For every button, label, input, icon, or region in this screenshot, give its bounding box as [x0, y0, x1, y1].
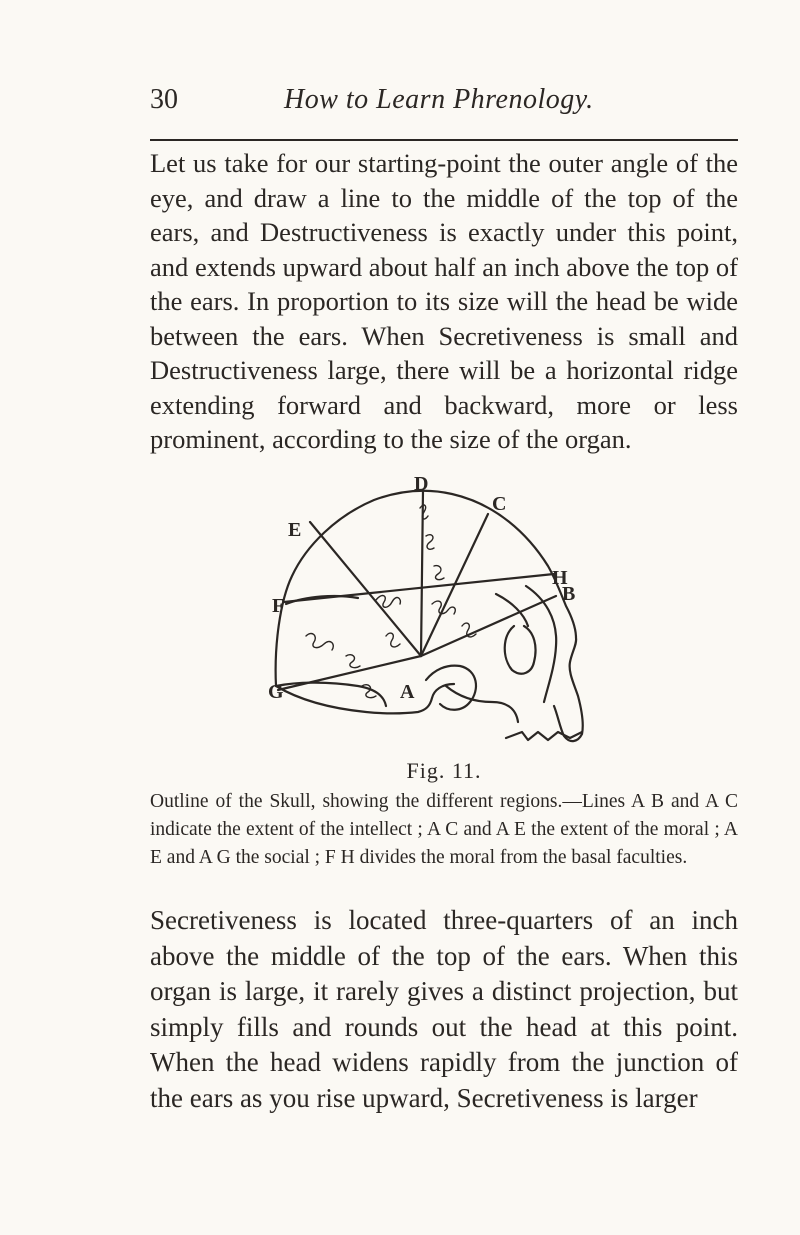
skull-outline-figure [266, 476, 596, 756]
running-title: How to Learn Phrenology. [284, 84, 594, 115]
running-head [150, 84, 740, 124]
jaw-contour [446, 686, 518, 722]
letter-f: F [272, 595, 285, 617]
organ-glyph [426, 535, 434, 550]
organ-glyph [420, 505, 428, 519]
letter-d: D [414, 476, 429, 495]
eye-socket [505, 626, 536, 674]
organ-glyph [346, 655, 360, 668]
organ-glyph [306, 634, 333, 650]
letter-c: C [492, 493, 507, 515]
letter-g: G [268, 681, 284, 703]
body-paragraph-1: Let us take for our starting-point the outer angle of the eye, and draw a line to the middle of the top of the ears, and Destructiveness is exactly under this point, and extends upward about half an inch above the top of the ears. In proportion to its size will the head be wide between the ears. When Secretiveness is small and Destructiveness large, there will be a horizontal ridge extending forward and backward, more or less prominent, according to the size of the organ. [150, 148, 738, 454]
skull-diagram [266, 476, 596, 756]
line-f-h [284, 574, 554, 602]
organ-glyph [434, 566, 444, 580]
header-rule [150, 139, 738, 141]
letter-a: A [400, 681, 415, 703]
body-paragraph-2: Secretiveness is located three-quarters of an inch above the middle of the top of the ears. When this organ is large, it rarely gives a distinct projection, but simply fills and rounds out the head at this point. When the head widens rapidly from the junction of the ears as you rise upward, Secretiveness is larger [150, 905, 738, 1113]
letter-b: B [562, 583, 576, 605]
ear-contour [426, 666, 476, 710]
organ-glyph [386, 633, 400, 647]
teeth-row [506, 732, 582, 740]
letter-e: E [288, 519, 302, 541]
letter-h: H [552, 567, 568, 589]
page-number: 30 [150, 84, 178, 115]
figure-caption: Outline of the Skull, showing the different regions.—Lines A B and A C indicate the extent of the intellect ; A C and A E the extent of the moral ; A E and A G the social ; F H divides the moral from the basal faculties. [150, 791, 738, 868]
figure-label: Fig. 11. [406, 758, 482, 783]
